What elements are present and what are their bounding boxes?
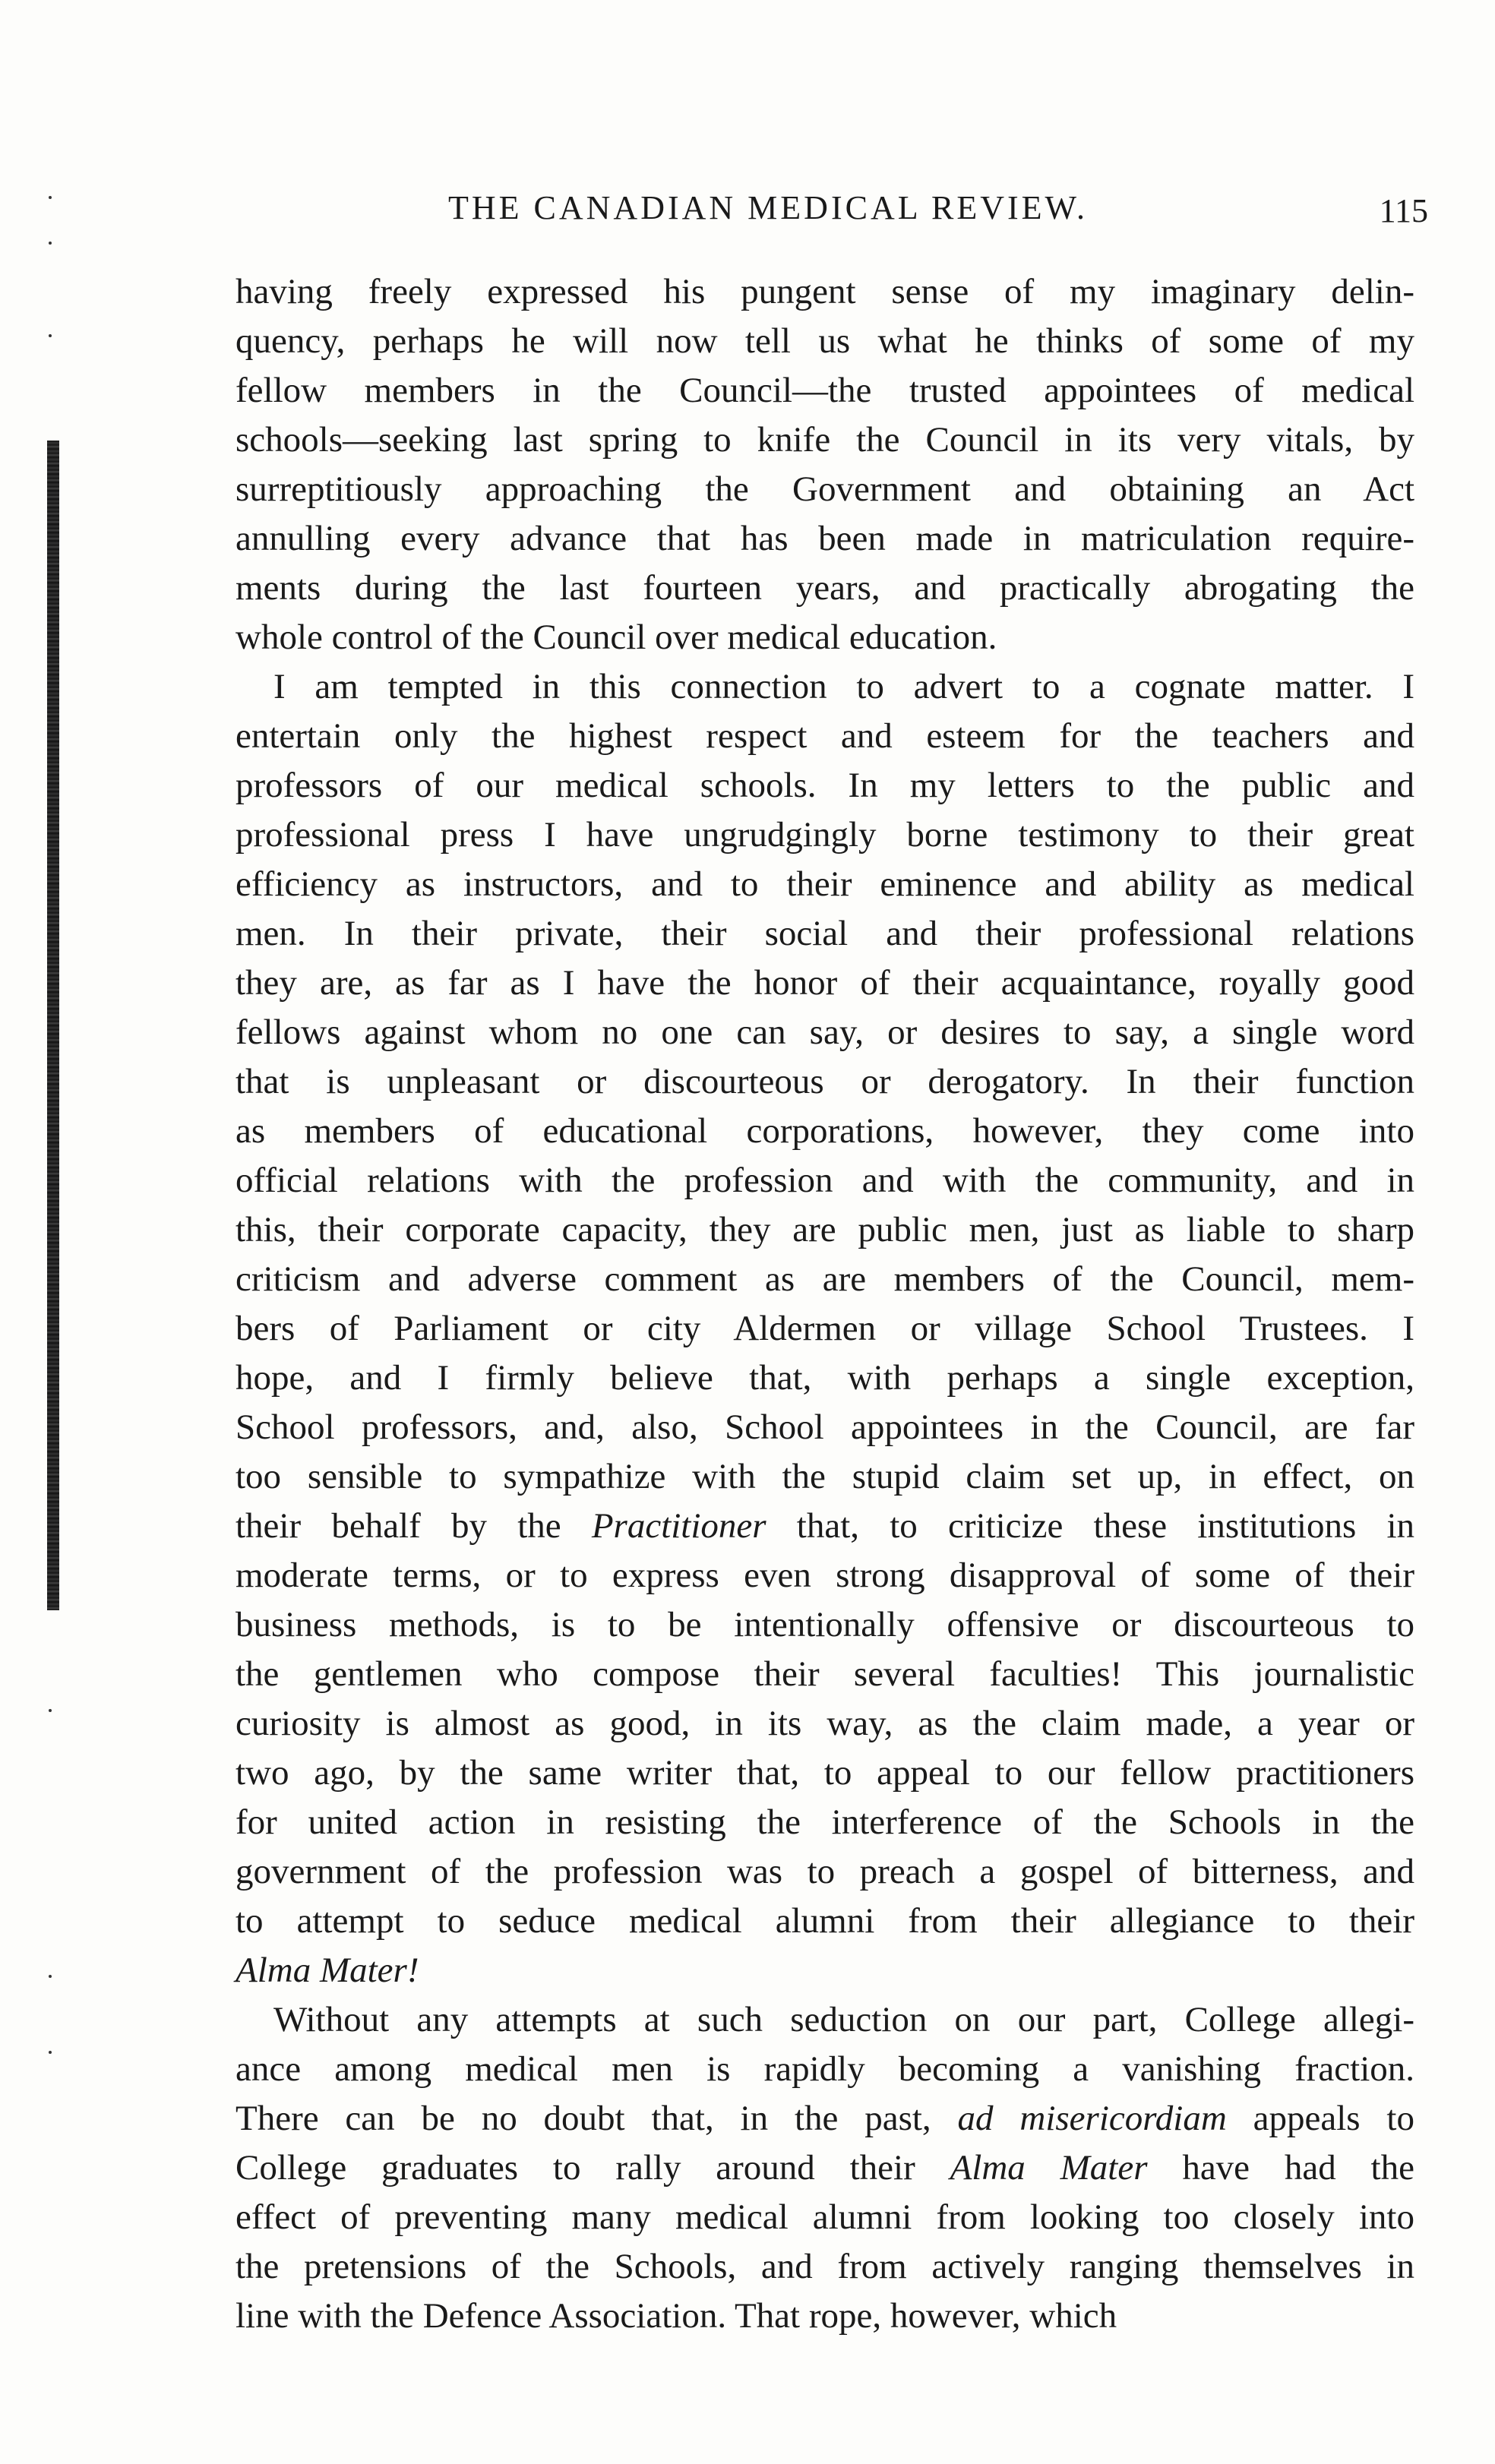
text-line bbox=[235, 2292, 1414, 2341]
text-line bbox=[235, 1057, 1414, 1107]
text-line bbox=[235, 415, 1414, 465]
text-run: government of the profession was to preach a gospel of bitterness, and bbox=[235, 1852, 1414, 1891]
text-run: the pretensions of the Schools, and from actively ranging themselves in bbox=[235, 2247, 1414, 2286]
text-line bbox=[235, 564, 1414, 613]
text-line bbox=[235, 2045, 1414, 2094]
scan-speck bbox=[49, 196, 52, 199]
text-run: too sensible to sympathize with the stupid claim set up, in effect, on bbox=[235, 1457, 1414, 1496]
italic-phrase: Practitioner bbox=[591, 1506, 766, 1546]
text-line bbox=[235, 1847, 1414, 1897]
text-run: line with the Defence Association. That rope, however, which bbox=[235, 2296, 1117, 2336]
text-run: the gentlemen who compose their several faculties! This journalistic bbox=[235, 1654, 1414, 1694]
text-run: quency, perhaps he will now tell us what he thinks of some of my bbox=[235, 321, 1414, 361]
text-run: moderate terms, or to express even strong disapproval of some of their bbox=[235, 1556, 1414, 1595]
text-line bbox=[235, 1995, 1414, 2045]
text-run: as members of educational corporations, however, they come into bbox=[235, 1111, 1414, 1151]
text-line bbox=[235, 712, 1414, 761]
text-run: whole control of the Council over medical education. bbox=[235, 618, 997, 657]
text-run: they are, as far as I have the honor of their acquaintance, royally good bbox=[235, 963, 1414, 1003]
text-run: Without any attempts at such seduction on our part, College allegi- bbox=[273, 2000, 1414, 2039]
text-run: College graduates to rally around their bbox=[235, 2148, 950, 2188]
text-run: that, to criticize these institutions in bbox=[766, 1506, 1415, 1546]
text-line bbox=[235, 1699, 1414, 1748]
text-run: criticism and adverse comment as are members of the Council, mem- bbox=[235, 1259, 1414, 1299]
text-line bbox=[235, 1255, 1414, 1304]
text-line bbox=[235, 860, 1414, 909]
text-run: ance among medical men is rapidly becoming a vanishing fraction. bbox=[235, 2049, 1414, 2089]
text-run: bers of Parliament or city Aldermen or village School Trustees. I bbox=[235, 1309, 1414, 1348]
text-run: having freely expressed his pungent sense of my imaginary delin- bbox=[235, 272, 1414, 311]
page-header bbox=[228, 188, 1428, 242]
text-run: professors of our medical schools. In my letters to the public and bbox=[235, 766, 1414, 805]
text-line bbox=[235, 1205, 1414, 1255]
text-line bbox=[235, 810, 1414, 860]
scan-speck bbox=[49, 2051, 52, 2054]
text-run: business methods, is to be intentionally offensive or discourteous to bbox=[235, 1605, 1414, 1644]
text-run: surreptitiously approaching the Government and obtaining an Act bbox=[235, 469, 1414, 509]
italic-phrase: ad misericordiam bbox=[957, 2099, 1227, 2138]
text-run: men. In their private, their social and their professional relations bbox=[235, 914, 1414, 953]
text-line bbox=[235, 1452, 1414, 1502]
text-line bbox=[235, 761, 1414, 810]
text-run: ments during the last fourteen years, and practically abrogating the bbox=[235, 568, 1414, 608]
scan-speck bbox=[49, 1709, 52, 1712]
text-line bbox=[235, 2193, 1414, 2242]
text-line bbox=[235, 1354, 1414, 1403]
text-line bbox=[235, 1156, 1414, 1205]
text-line bbox=[235, 2143, 1414, 2193]
text-line bbox=[235, 366, 1414, 415]
text-line bbox=[235, 1600, 1414, 1650]
text-line bbox=[235, 1798, 1414, 1847]
article-body bbox=[235, 267, 1414, 2341]
text-line bbox=[235, 1403, 1414, 1452]
text-run: have had the bbox=[1147, 2148, 1414, 2188]
text-line bbox=[235, 1107, 1414, 1156]
text-run: two ago, by the same writer that, to appeal to our fellow practitioners bbox=[235, 1753, 1414, 1793]
text-run: annulling every advance that has been made in matriculation require- bbox=[235, 519, 1414, 558]
text-line bbox=[235, 1748, 1414, 1798]
text-run: official relations with the profession and with the community, and in bbox=[235, 1161, 1414, 1200]
text-line bbox=[235, 1502, 1414, 1551]
text-line bbox=[235, 662, 1414, 712]
scan-speck bbox=[49, 334, 52, 337]
text-run: this, their corporate capacity, they are public men, just as liable to sharp bbox=[235, 1210, 1414, 1249]
text-line bbox=[235, 1551, 1414, 1600]
scan-speck bbox=[49, 242, 52, 245]
text-line bbox=[235, 2242, 1414, 2292]
text-run: appeals to bbox=[1226, 2099, 1414, 2138]
text-line bbox=[235, 1304, 1414, 1354]
text-run: their behalf by the bbox=[235, 1506, 592, 1546]
text-line bbox=[235, 465, 1414, 514]
text-line bbox=[235, 909, 1414, 959]
text-line bbox=[235, 1946, 1414, 1995]
page-number: 115 bbox=[1379, 192, 1428, 229]
text-line bbox=[235, 1650, 1414, 1699]
scan-speck bbox=[49, 1975, 52, 1978]
italic-phrase: Alma Mater! bbox=[235, 1951, 419, 1990]
text-run: efficiency as instructors, and to their eminence and ability as medical bbox=[235, 864, 1414, 904]
text-run: entertain only the highest respect and esteem for the teachers and bbox=[235, 716, 1414, 756]
scan-binding-edge bbox=[47, 441, 59, 1610]
text-line bbox=[235, 514, 1414, 564]
text-run: I am tempted in this connection to advert to a cognate matter. I bbox=[273, 667, 1414, 706]
text-run: hope, and I firmly believe that, with perhaps a single exception, bbox=[235, 1358, 1414, 1398]
text-run: fellows against whom no one can say, or desires to say, a single word bbox=[235, 1012, 1414, 1052]
text-run: effect of preventing many medical alumni from looking too closely into bbox=[235, 2197, 1414, 2237]
text-run: curiosity is almost as good, in its way, as the claim made, a year or bbox=[235, 1704, 1414, 1743]
text-run: There can be no doubt that, in the past, bbox=[235, 2099, 958, 2138]
text-run: fellow members in the Council—the trusted appointees of medical bbox=[235, 371, 1414, 410]
running-title: THE CANADIAN MEDICAL REVIEW. bbox=[448, 189, 1088, 226]
text-run: to attempt to seduce medical alumni from their allegiance to their bbox=[235, 1901, 1414, 1941]
text-line bbox=[235, 613, 1414, 662]
text-run: School professors, and, also, School appointees in the Council, are far bbox=[235, 1407, 1414, 1447]
text-line bbox=[235, 1897, 1414, 1946]
text-line bbox=[235, 1008, 1414, 1057]
text-line bbox=[235, 267, 1414, 317]
text-line bbox=[235, 317, 1414, 366]
text-run: that is unpleasant or discourteous or derogatory. In their function bbox=[235, 1062, 1414, 1101]
text-line bbox=[235, 2094, 1414, 2143]
text-line bbox=[235, 959, 1414, 1008]
italic-phrase: Alma Mater bbox=[950, 2148, 1148, 2188]
text-run: schools—seeking last spring to knife the Council in its very vitals, by bbox=[235, 420, 1414, 460]
text-run: professional press I have ungrudgingly borne testimony to their great bbox=[235, 815, 1414, 855]
text-run: for united action in resisting the interference of the Schools in the bbox=[235, 1802, 1414, 1842]
